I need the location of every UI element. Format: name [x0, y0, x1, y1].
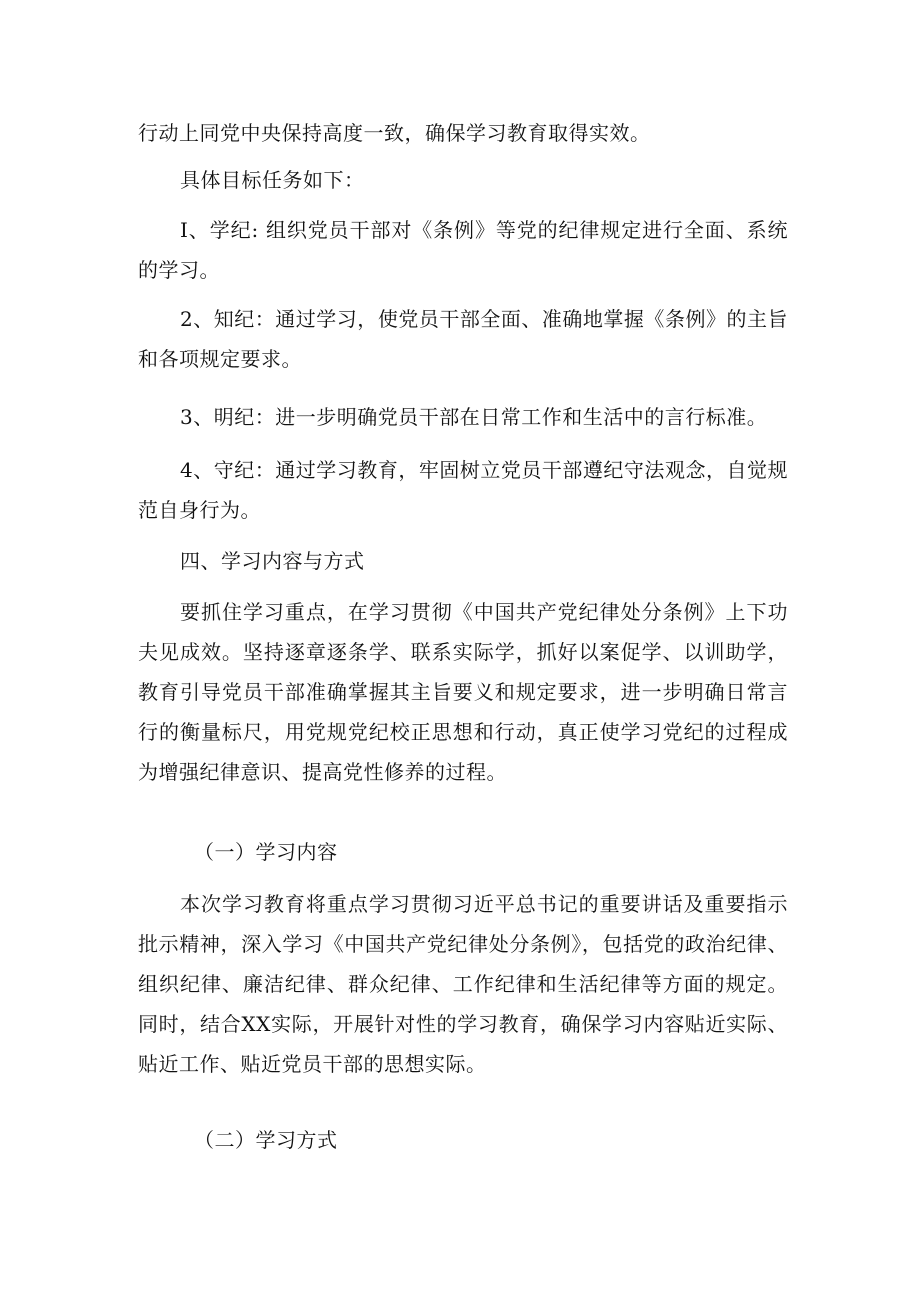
paragraph-target-3: 3、明纪：进一步明确党员干部在日常工作和生活中的言行标准。	[180, 405, 768, 429]
paragraph-targets-intro: 具体目标任务如下：	[180, 168, 365, 192]
paragraph-continuation: 行动上同党中央保持高度一致，确保学习教育取得实效。	[138, 121, 651, 145]
paragraph-study-content: 本次学习教育将重点学习贯彻习近平总书记的重要讲话及重要指示批示精神，深入学习《中国共产党纪律处分条例》，包括党的政治纪律、组织纪律、廉洁纪律、群众纪律、工作纪律和生活纪律等方面的规定。同时，结合XX实际，开展针对性的学习教育，确保学习内容贴近实际、贴近工作、贴近党员干部的思想实际。	[138, 892, 788, 1076]
section-heading-four: 四、学习内容与方式	[180, 549, 365, 573]
paragraph-target-2: 2、知纪：通过学习，使党员干部全面、准确地掌握《条例》的主旨和各项规定要求。	[138, 307, 788, 371]
paragraph-target-4: 4、守纪：通过学习教育，牢固树立党员干部遵纪守法观念，自觉规范自身行为。	[138, 458, 788, 522]
paragraph-study-focus: 要抓住学习重点，在学习贯彻《中国共产党纪律处分条例》上下功夫见成效。坚持逐章逐条学、联系实际学，抓好以案促学、以训助学，教育引导党员干部准确掌握其主旨要义和规定要求，进一步明确日常言行的衡量标尺，用党规党纪校正思想和行动，真正使学习党纪的过程成为增强纪律意识、提高党性修养的过程。	[138, 600, 788, 784]
paragraph-target-1: I、学纪: 组织党员干部对《条例》等党的纪律规定进行全面、系统的学习。	[138, 218, 788, 282]
subsection-heading-content: （一）学习内容	[194, 840, 338, 864]
subsection-heading-method: （二）学习方式	[194, 1128, 338, 1152]
